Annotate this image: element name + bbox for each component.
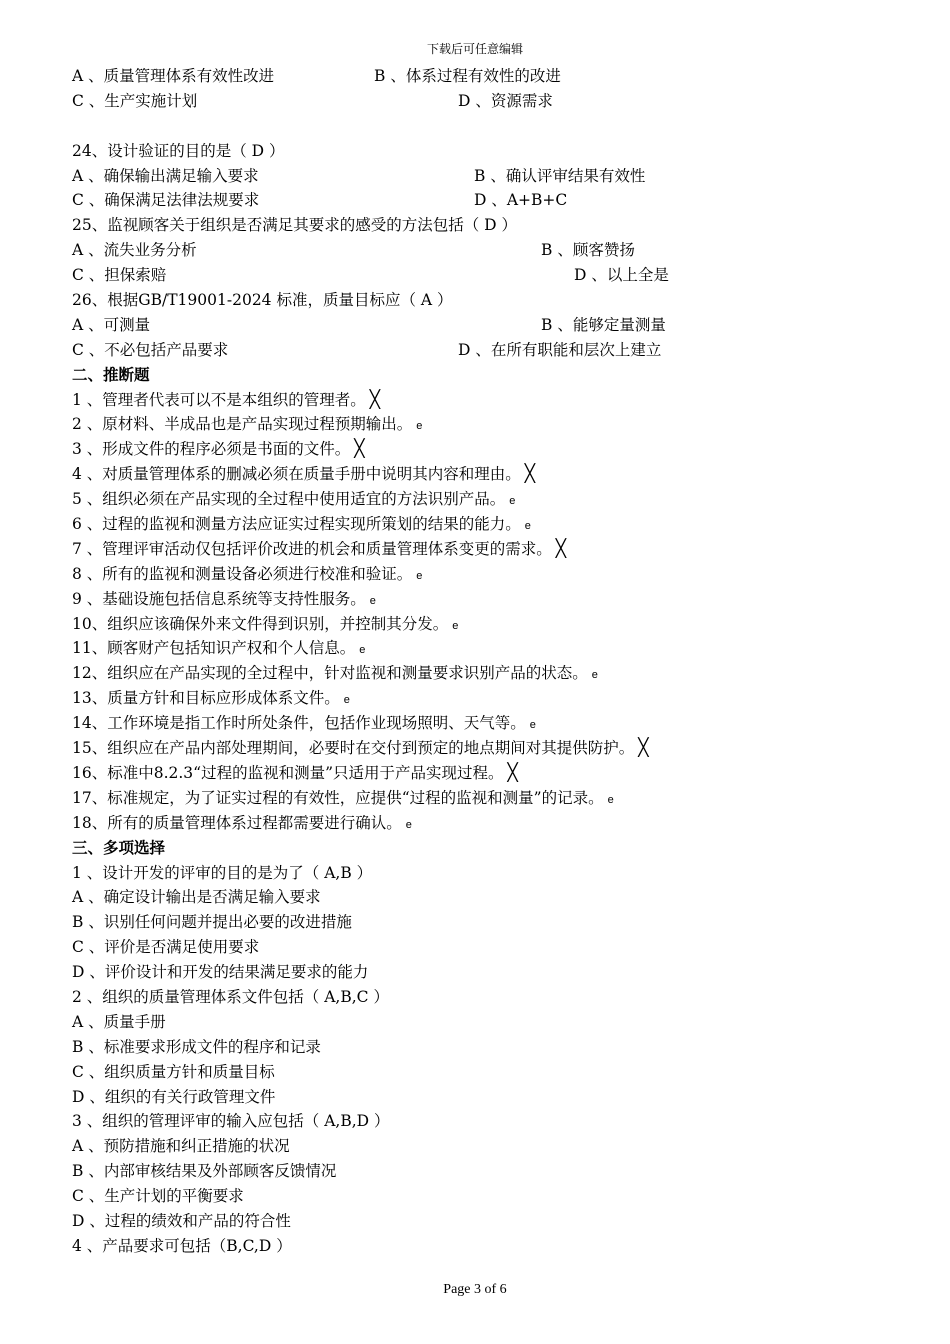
line-text: 16、标准中8.2.3“过程的监视和测量”只适用于产品实现过程。 bbox=[72, 763, 504, 782]
correct-mark: e bbox=[416, 420, 423, 433]
cross-icon: ╳ bbox=[524, 464, 536, 485]
line-text: 二、推断题 bbox=[72, 364, 150, 384]
line-text: 7 、管理评审活动仅包括评价改进的机会和质量管理体系变更的需求。 bbox=[72, 539, 552, 558]
document-line bbox=[72, 612, 892, 637]
document-line bbox=[72, 512, 892, 537]
correct-mark: e bbox=[509, 495, 516, 508]
line-text: 三、多项选择 bbox=[72, 837, 166, 857]
document-line bbox=[72, 661, 892, 686]
line-text: D 、评价设计和开发的结果满足要求的能力 bbox=[72, 963, 369, 982]
correct-mark: e bbox=[369, 594, 376, 607]
document-line bbox=[72, 238, 892, 263]
document-line bbox=[72, 388, 892, 413]
line-text: 8 、所有的监视和测量设备必须进行校准和验证。 bbox=[72, 564, 413, 583]
document-line bbox=[72, 1035, 892, 1060]
line-text: C 、生产实施计划 bbox=[72, 91, 198, 110]
document-line bbox=[72, 786, 892, 811]
line-text: 15、组织应在产品内部处理期间，必要时在交付到预定的地点期间对其提供防护。 bbox=[72, 739, 635, 758]
document-line bbox=[72, 412, 892, 437]
line-text: C 、评价是否满足使用要求 bbox=[72, 938, 260, 957]
document-line bbox=[72, 213, 892, 238]
document-line bbox=[72, 935, 892, 960]
cross-icon: ╳ bbox=[638, 738, 649, 759]
line-text: C 、担保索赔 bbox=[72, 266, 167, 285]
option-right: D 、在所有职能和层次上建立 bbox=[458, 340, 662, 359]
line-text: 4 、产品要求可包括（B,C,D ） bbox=[72, 1236, 292, 1255]
line-text: A 、预防措施和纠正措施的状况 bbox=[72, 1137, 290, 1156]
line-text: 3 、形成文件的程序必须是书面的文件。 bbox=[72, 440, 351, 459]
line-text: 26、根据GB/T19001-2024 标准，质量目标应（ A ） bbox=[72, 291, 453, 310]
document-line bbox=[72, 562, 892, 587]
blank-line bbox=[72, 114, 892, 139]
correct-mark: e bbox=[359, 644, 366, 657]
document-line bbox=[72, 985, 892, 1010]
option-right: B 、能够定量测量 bbox=[541, 315, 666, 334]
cross-icon: ╳ bbox=[354, 439, 365, 460]
document-line bbox=[72, 1060, 892, 1085]
line-text: 2 、组织的质量管理体系文件包括（ A,B,C ） bbox=[72, 987, 389, 1006]
line-text: C 、组织质量方针和质量目标 bbox=[72, 1062, 275, 1081]
document-line bbox=[72, 139, 892, 164]
line-text: C 、不必包括产品要求 bbox=[72, 340, 229, 359]
line-text: 5 、组织必须在产品实现的全过程中使用适宜的方法识别产品。 bbox=[72, 490, 506, 509]
line-text: 9 、基础设施包括信息系统等支持性服务。 bbox=[72, 589, 366, 608]
line-text: 11、顾客财产包括知识产权和个人信息。 bbox=[72, 639, 356, 658]
document-line bbox=[72, 537, 892, 562]
document-line bbox=[72, 636, 892, 661]
document-line bbox=[72, 1209, 892, 1234]
document-line bbox=[72, 263, 892, 288]
document-line bbox=[72, 711, 892, 736]
section-heading bbox=[72, 363, 892, 388]
line-text: A 、可测量 bbox=[72, 315, 151, 334]
line-text: 14、工作环境是指工作时所处条件，包括作业现场照明、天气等。 bbox=[72, 714, 526, 733]
document-line bbox=[72, 1234, 892, 1259]
line-text: C 、确保满足法律法规要求 bbox=[72, 191, 260, 210]
document-line bbox=[72, 313, 892, 338]
document-line bbox=[72, 885, 892, 910]
document-line bbox=[72, 587, 892, 612]
document-line bbox=[72, 811, 892, 836]
document-line bbox=[72, 686, 892, 711]
document-line bbox=[72, 861, 892, 886]
document-line bbox=[72, 1184, 892, 1209]
document-line bbox=[72, 1085, 892, 1110]
line-text: 2 、原材料、半成品也是产品实现过程预期输出。 bbox=[72, 415, 413, 434]
line-text: C 、生产计划的平衡要求 bbox=[72, 1187, 244, 1206]
line-text: 1 、设计开发的评审的目的是为了（ A,B ） bbox=[72, 863, 373, 882]
correct-mark: e bbox=[607, 793, 614, 806]
line-text: 10、组织应该确保外来文件得到识别，并控制其分发。 bbox=[72, 614, 449, 633]
line-text: 18、所有的质量管理体系过程都需要进行确认。 bbox=[72, 813, 402, 832]
option-right: B 、体系过程有效性的改进 bbox=[374, 67, 561, 85]
line-text: 6 、过程的监视和测量方法应证实过程实现所策划的结果的能力。 bbox=[72, 515, 521, 534]
line-text: A 、流失业务分析 bbox=[72, 241, 197, 260]
line-text: 13、质量方针和目标应形成体系文件。 bbox=[72, 689, 340, 708]
cross-icon: ╳ bbox=[555, 538, 567, 559]
document-line bbox=[72, 188, 892, 213]
page-header: 下载后可任意编辑 bbox=[426, 42, 523, 56]
line-text: B 、识别任何问题并提出必要的改进措施 bbox=[72, 913, 352, 932]
document-line bbox=[72, 437, 892, 462]
option-right: D 、以上全是 bbox=[574, 266, 669, 285]
correct-mark: e bbox=[452, 619, 459, 632]
document-line bbox=[72, 1134, 892, 1159]
option-right: B 、顾客赞扬 bbox=[541, 241, 635, 260]
document-body bbox=[72, 64, 892, 1259]
document-line bbox=[72, 960, 892, 985]
option-right: B 、确认评审结果有效性 bbox=[474, 166, 646, 185]
section-heading bbox=[72, 836, 892, 861]
correct-mark: e bbox=[416, 569, 423, 582]
document-line bbox=[72, 64, 892, 89]
correct-mark: e bbox=[529, 719, 536, 732]
line-text: B 、内部审核结果及外部顾客反馈情况 bbox=[72, 1162, 337, 1181]
correct-mark: e bbox=[524, 520, 531, 533]
line-text: 4 、对质量管理体系的删减必须在质量手册中说明其内容和理由。 bbox=[72, 465, 521, 484]
line-text: 3 、组织的管理评审的输入应包括（ A,B,D ） bbox=[72, 1112, 390, 1131]
cross-icon: ╳ bbox=[507, 762, 518, 783]
document-line bbox=[72, 164, 892, 189]
line-text: A 、确定设计输出是否满足输入要求 bbox=[72, 888, 321, 907]
line-text: 12、组织应在产品实现的全过程中，针对监视和测量要求识别产品的状态。 bbox=[72, 664, 588, 683]
line-text: 24、设计验证的目的是（ D ） bbox=[72, 141, 285, 160]
cross-icon: ╳ bbox=[369, 389, 381, 410]
line-text: A 、质量手册 bbox=[72, 1012, 166, 1031]
line-text: 1 、管理者代表可以不是本组织的管理者。 bbox=[72, 390, 366, 409]
line-text: 17、标准规定，为了证实过程的有效性，应提供“过程的监视和测量”的记录。 bbox=[72, 788, 604, 807]
line-text: 25、监视顾客关于组织是否满足其要求的感受的方法包括（ D ） bbox=[72, 216, 518, 235]
document-line bbox=[72, 1109, 892, 1134]
document-line bbox=[72, 462, 892, 487]
line-text: A 、质量管理体系有效性改进 bbox=[72, 67, 275, 85]
document-line bbox=[72, 1010, 892, 1035]
line-text: D 、组织的有关行政管理文件 bbox=[72, 1087, 276, 1106]
line-text: A 、确保输出满足输入要求 bbox=[72, 166, 259, 185]
document-line bbox=[72, 338, 892, 363]
page-footer: Page 3 of 6 bbox=[443, 1282, 507, 1297]
document-line bbox=[72, 736, 892, 761]
document-line bbox=[72, 89, 892, 114]
document-line bbox=[72, 1159, 892, 1184]
correct-mark: e bbox=[405, 818, 412, 831]
correct-mark: e bbox=[343, 694, 350, 707]
document-line bbox=[72, 761, 892, 786]
line-text: D 、过程的绩效和产品的符合性 bbox=[72, 1211, 291, 1230]
option-right: D 、A+B+C bbox=[474, 191, 568, 210]
option-right: D 、资源需求 bbox=[458, 91, 553, 110]
document-line bbox=[72, 487, 892, 512]
document-line bbox=[72, 288, 892, 313]
correct-mark: e bbox=[591, 669, 598, 682]
document-line bbox=[72, 910, 892, 935]
line-text: B 、标准要求形成文件的程序和记录 bbox=[72, 1037, 321, 1056]
